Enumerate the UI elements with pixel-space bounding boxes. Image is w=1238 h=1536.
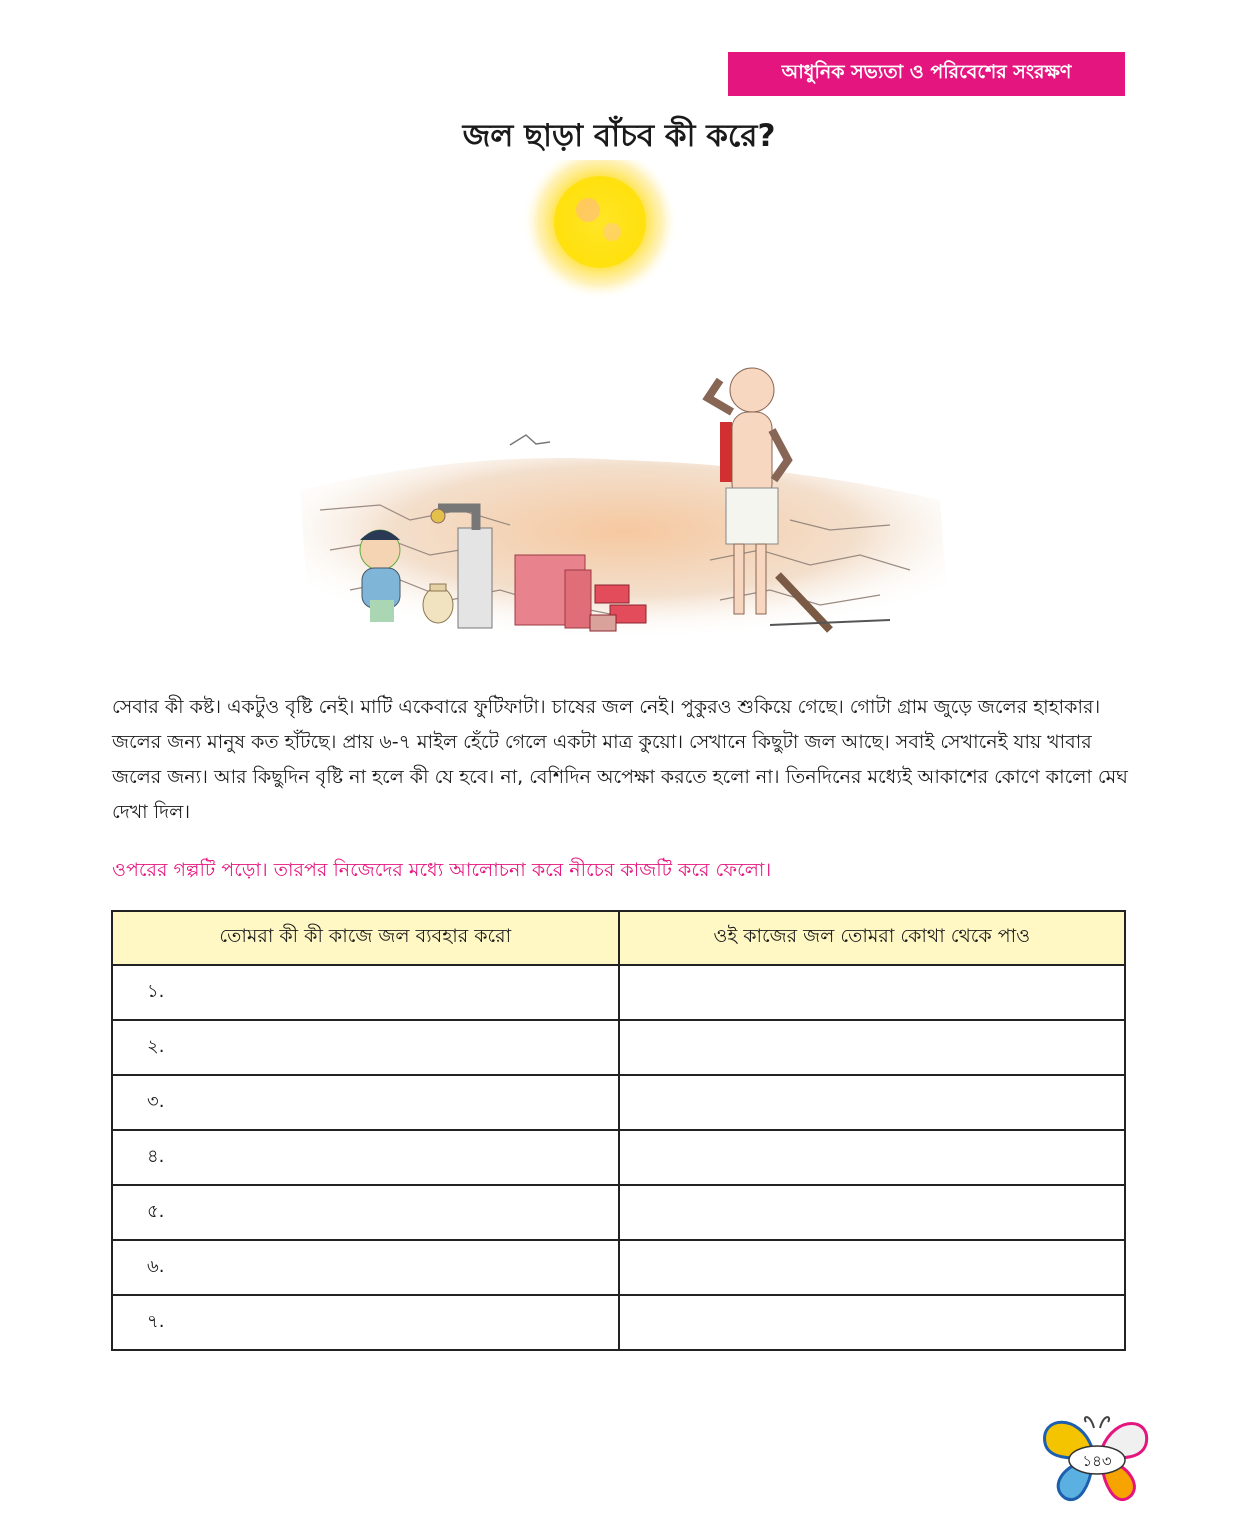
table-row — [112, 1130, 1125, 1185]
page-number: ১৪৩ — [1082, 1452, 1112, 1470]
table-header-row — [112, 911, 1125, 965]
table-row — [112, 965, 1125, 1020]
table-row — [112, 1185, 1125, 1240]
row-number[interactable]: ৪. — [112, 1130, 619, 1185]
page-number-badge — [1030, 1408, 1160, 1508]
answer-cell[interactable] — [619, 1075, 1126, 1130]
answer-cell[interactable] — [619, 965, 1126, 1020]
table-row — [112, 1240, 1125, 1295]
table-row — [112, 1295, 1125, 1350]
table-row — [112, 1020, 1125, 1075]
answer-cell[interactable] — [619, 1295, 1126, 1350]
row-number[interactable]: ৬. — [112, 1240, 619, 1295]
row-number[interactable]: ২. — [112, 1020, 619, 1075]
row-number[interactable]: ৫. — [112, 1185, 619, 1240]
row-number[interactable]: ৭. — [112, 1295, 619, 1350]
answer-cell[interactable] — [619, 1240, 1126, 1295]
drought-illustration — [290, 160, 950, 660]
answer-cell[interactable] — [619, 1130, 1126, 1185]
answer-cell[interactable] — [619, 1020, 1126, 1075]
column-header-water-source: ওই কাজের জল তোমরা কোথা থেকে পাও — [619, 911, 1126, 965]
row-number[interactable]: ১. — [112, 965, 619, 1020]
water-use-table — [111, 910, 1126, 1351]
sun-icon — [522, 160, 678, 300]
activity-instruction: ওপরের গল্পটি পড়ো। তারপর নিজেদের মধ্যে আলোচনা করে নীচের কাজটি করে ফেলো। — [112, 859, 772, 881]
answer-cell[interactable] — [619, 1185, 1126, 1240]
table-row — [112, 1075, 1125, 1130]
page-title: জল ছাড়া বাঁচব কী করে? — [462, 118, 776, 154]
column-header-water-use: তোমরা কী কী কাজে জল ব্যবহার করো — [112, 911, 619, 965]
row-number[interactable]: ৩. — [112, 1075, 619, 1130]
chapter-banner: আধুনিক সভ্যতা ও পরিবেশের সংরক্ষণ — [728, 52, 1125, 96]
story-text: সেবার কী কষ্ট। একটুও বৃষ্টি নেই। মাটি একেবারে ফুটিফাটা। চাষের জল নেই। পুকুরও শুকিয়ে গেছে। গোটা গ্রাম জুড়ে জলের হাহাকার। জলের জন্য মানুষ কত হাঁটছে। প্রায় ৬-৭ মাইল হেঁটে গেলে একটা মাত্র কুয়ো। সেখানে কিছুটা জল আছে। সবাই সেখানেই যায় খাবার জলের জন্য। আর কিছুদিন বৃষ্টি না হলে কী যে হবে। না, বেশিদিন অপেক্ষা করতে হলো না। তিনদিনের মধ্যেই আকাশের কোণে কালো মেঘ দেখা দিল। — [112, 696, 1128, 823]
